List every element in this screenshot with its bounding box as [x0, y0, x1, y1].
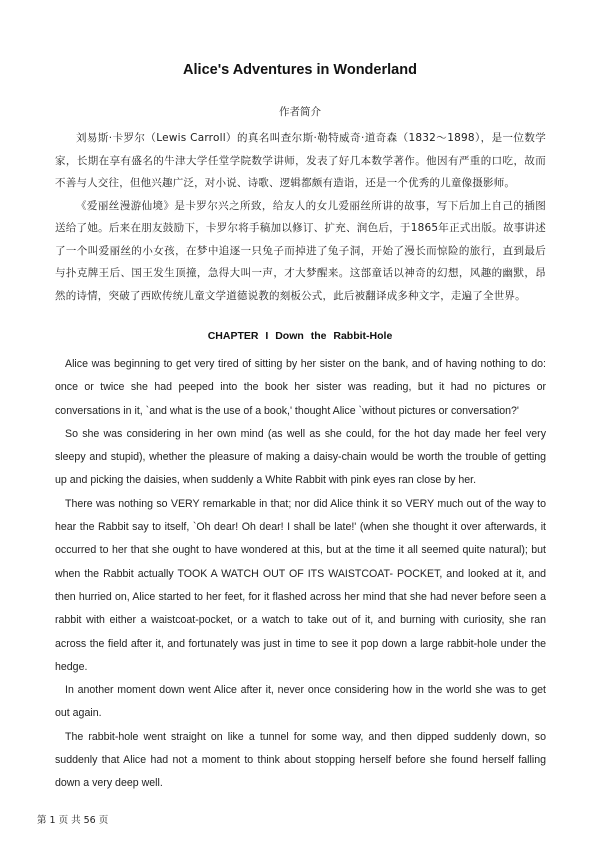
chapter-body: [55, 353, 546, 796]
chapter-paragraph: In another moment down went Alice after it, never once considering how in the world she was to get out again.: [55, 684, 546, 720]
chapter-paragraph: So she was considering in her own mind (as well as she could, for the hot day made her feel very sleepy and stupid), whether the pleasure of making a daisy-chain would be worth the trouble of getting up and picking the daisies, when suddenly a White Rabbit with pink eyes ran close by her.: [55, 427, 546, 487]
author-intro-paragraph: 《爱丽丝漫游仙境》是卡罗尔兴之所致，给友人的女儿爱丽丝所讲的故事，写下后加上自己的插图送给了她。后来在朋友鼓励下，卡罗尔将手稿加以修订、扩充、润色后，于1865年正式出版。故事讲述了一个叫爱丽丝的小女孩，在梦中追逐一只兔子而掉进了兔子洞，开始了漫长而惊险的旅行，直到最后与扑克牌王后、国王发生顶撞，急得大叫一声，才大梦醒来。这部童话以神奇的幻想，风趣的幽默，昂然的诗情，突破了西欧传统儿童文学道德说教的刻板公式，此后被翻译成多种文字，走遍了全世界。: [55, 199, 546, 302]
document-title: Alice's Adventures in Wonderland: [183, 62, 417, 78]
chapter-paragraph: There was nothing so VERY remarkable in that; nor did Alice think it so VERY much out of the way to hear the Rabbit say to itself, `Oh dear! Oh dear! I shall be late!' (when she thought it over afterwards, it occurred to her that she ought to have wondered at this, but at the time it all seemed quite natural); but when the Rabbit actually TOOK A WATCH OUT OF ITS WAISTCOAT- POCKET, and looked at it, and then hurried on, Alice started to her feet, for it flashed across her mind that she had never before seen a rabbit with either a waistcoat-pocket, or a watch to take out of it, and burning with curiosity, she ran across the field after it, and fortunately was just in time to see it pop down a large rabbit-hole under the hedge.: [55, 497, 546, 673]
chapter-paragraph: Alice was beginning to get very tired of sitting by her sister on the bank, and of having nothing to do: once or twice she had peeped into the book her sister was reading, but it had no pictures or conversations in it, `and what is the use of a book,' thought Alice `without pictures or conversation?': [55, 358, 546, 417]
author-intro-section: [55, 127, 546, 307]
chapter-paragraph: The rabbit-hole went straight on like a tunnel for some way, and then dipped suddenly down, so suddenly that Alice had not a moment to think about stopping herself before she found herself falling down a very deep well.: [55, 730, 546, 790]
author-intro-paragraph: 刘易斯·卡罗尔（Lewis Carroll）的真名叫查尔斯·勒特威奇·道奇森（1832～1898），是一位数学家，长期在享有盛名的牛津大学任堂学院数学讲师，发表了好几本数学著作。他因有严重的口吃，故而不善与人交往，但他兴趣广泛，对小说、诗歌、逻辑都颇有造诣，还是一个优秀的儿童像摄影师。: [55, 132, 546, 189]
author-intro-heading: 作者简介: [279, 106, 321, 118]
chapter-heading: CHAPTER I Down the Rabbit-Hole: [207, 330, 393, 342]
page-footer: 第 1 页 共 56 页: [37, 815, 109, 826]
